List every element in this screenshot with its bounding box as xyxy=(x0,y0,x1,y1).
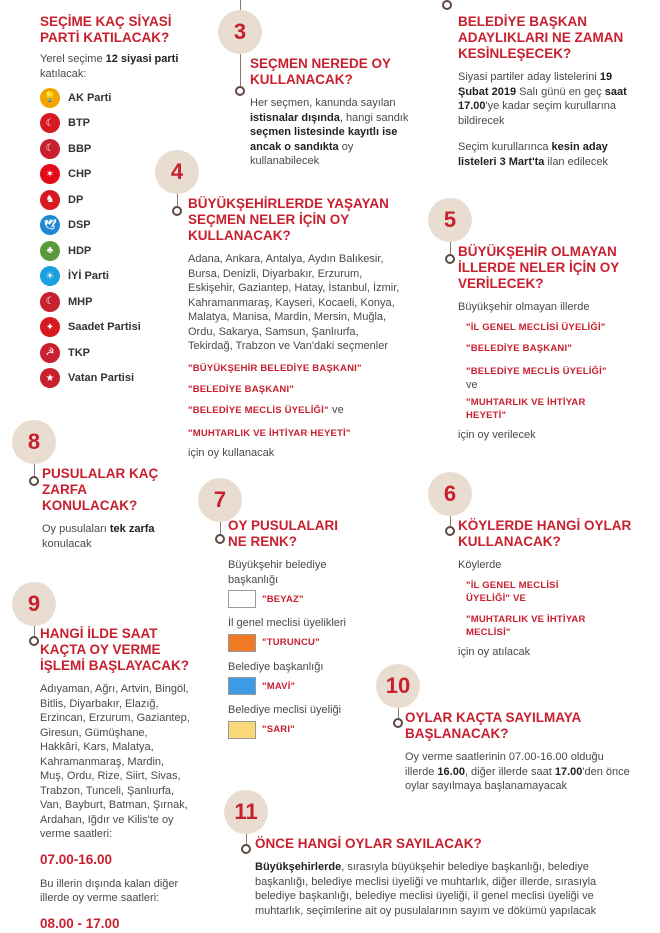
ballot-color-row xyxy=(228,721,378,739)
ballot-type-label: Belediye başkanlığı xyxy=(228,660,324,673)
pin-dot xyxy=(29,636,39,646)
parties-title: SEÇİME KAÇ SİYASİ PARTİ KATILACAK? xyxy=(40,14,172,45)
ballot-color-name: "TURUNCU" xyxy=(262,637,320,648)
party-name: MHP xyxy=(68,295,93,308)
party-name: Vatan Partisi xyxy=(68,372,135,385)
pin-dot xyxy=(172,206,182,216)
section-voting-hours xyxy=(40,626,190,931)
party-row xyxy=(40,111,190,137)
vatan-logo-icon: ★ xyxy=(40,368,60,388)
pin-dot xyxy=(235,86,245,96)
villages-item-2: "MUHTARLIK VE İHTİYAR MECLİSİ" xyxy=(466,613,586,638)
section-metropolitan xyxy=(188,196,403,460)
metropolitan-title: BÜYÜKŞEHİRLERDE YAŞAYAN SEÇMEN NELER İÇİN OY KULLANACAK? xyxy=(188,196,389,243)
party-name: İYİ Parti xyxy=(68,270,109,283)
ballot-color-name: "SARI" xyxy=(262,724,295,735)
section-ballot-colors xyxy=(228,518,378,747)
party-name: CHP xyxy=(68,168,92,181)
ballot-color-name: "MAVİ" xyxy=(262,680,296,692)
ballot-color-name: "BEYAZ" xyxy=(262,593,304,605)
section-number-6: 6 xyxy=(428,472,472,516)
section-number-7: 7 xyxy=(198,478,242,522)
party-name: DP xyxy=(68,193,84,206)
voting-hours-time-2: 08.00 - 17.00 xyxy=(40,915,120,931)
party-row xyxy=(40,85,190,111)
metropolitan-end: için oy kullanacak xyxy=(188,446,275,459)
color-swatch xyxy=(228,677,256,695)
color-swatch xyxy=(228,590,256,608)
tree-icon: ♣ xyxy=(40,241,60,261)
party-row xyxy=(40,213,190,239)
party-row xyxy=(40,366,190,392)
party-name: HDP xyxy=(68,244,92,257)
ballot-type-label: İl genel meclisi üyelikleri xyxy=(228,617,346,629)
section-count-order xyxy=(255,836,635,918)
section-villages xyxy=(458,518,638,659)
three-crescents-icon: ☾ xyxy=(40,292,60,312)
candidacy-text-2: Seçim kurullarınca kesin aday listeleri 3 Mart'ta ilan edilecek xyxy=(458,141,608,168)
pin-dot xyxy=(442,0,452,10)
section-counting-time xyxy=(405,710,635,794)
pin-dot xyxy=(29,476,39,486)
section-where-vote xyxy=(250,56,420,169)
non-metropolitan-ve: ve xyxy=(466,378,478,391)
non-metropolitan-end: için oy verilecek xyxy=(458,429,536,441)
counting-time-text: Oy verme saatlerinin 07.00-16.00 olduğu illerde 16.00, diğer illerde saat 17.00'den önce oylar sayılmaya başlanamayacak xyxy=(405,751,630,792)
pin-dot xyxy=(445,526,455,536)
voting-hours-title: HANGİ İLDE SAAT KAÇTA OY VERME İŞLEMİ BAŞLAYACAK? xyxy=(40,626,190,673)
party-row xyxy=(40,340,190,366)
pin-dot xyxy=(445,254,455,264)
pin-dot xyxy=(241,844,251,854)
ballot-type-label: Büyükşehir belediye başkanlığı xyxy=(228,559,327,586)
non-metropolitan-item-1: "İL GENEL MECLİSİ ÜYELİĞİ" xyxy=(466,321,606,333)
metropolitan-item-3: "BELEDİYE MECLİS ÜYELİĞİ" ve xyxy=(188,403,344,416)
non-metropolitan-item-3: "BELEDİYE MECLİS ÜYELİĞİ" xyxy=(466,365,607,377)
ballot-colors-title: OY PUSULALARI NE RENK? xyxy=(228,518,339,549)
metropolitan-item-2: "BELEDİYE BAŞKANI" xyxy=(188,383,295,395)
parties-intro: Yerel seçime 12 siyasi parti katılacak: xyxy=(40,53,179,80)
six-arrows-icon: ✶ xyxy=(40,164,60,184)
where-vote-title: SEÇMEN NEREDE OY KULLANACAK? xyxy=(250,56,391,87)
party-row xyxy=(40,289,190,315)
counting-time-title: OYLAR KAÇTA SAYILMAYA BAŞLANACAK? xyxy=(405,710,581,741)
villages-title: KÖYLERDE HANGİ OYLAR KULLANACAK? xyxy=(458,518,632,549)
color-swatch xyxy=(228,634,256,652)
party-name: BTP xyxy=(68,117,90,130)
section-number-10: 10 xyxy=(376,664,420,708)
party-row xyxy=(40,315,190,341)
villages-intro: Köylerde xyxy=(458,559,502,571)
pin-line xyxy=(240,54,241,88)
section-number-4: 4 xyxy=(155,150,199,194)
ballot-color-list xyxy=(228,558,378,739)
party-name: Saadet Partisi xyxy=(68,321,141,334)
party-name: DSP xyxy=(68,219,91,232)
villages-item-1: "İL GENEL MECLİSİ ÜYELİĞİ" VE xyxy=(466,579,559,604)
party-list xyxy=(40,85,190,391)
ballot-color-row xyxy=(228,677,378,695)
candidacy-text-1: Siyasi partiler aday listelerini 19 Şubat 2019 Salı günü en geç saat 17.00'ye kadar seçim kurullarına bildirecek xyxy=(458,71,627,127)
party-name: BBP xyxy=(68,142,92,155)
count-order-title: ÖNCE HANGİ OYLAR SAYILACAK? xyxy=(255,836,482,851)
villages-end: için oy atılacak xyxy=(458,645,531,658)
horse-icon: ♞ xyxy=(40,190,60,210)
party-name: TKP xyxy=(68,346,90,359)
color-swatch xyxy=(228,721,256,739)
candidacy-title: BELEDİYE BAŞKAN ADAYLIKLARI NE ZAMAN KESİNLEŞECEK? xyxy=(458,14,624,61)
party-name: AK Parti xyxy=(68,91,112,104)
section-candidacy xyxy=(458,14,638,169)
voting-hours-time-1: 07.00-16.00 xyxy=(40,851,113,867)
section-number-8: 8 xyxy=(12,420,56,464)
hammer-sickle-icon: ☭ xyxy=(40,343,60,363)
section-non-metropolitan xyxy=(458,244,638,443)
non-metropolitan-item-2: "BELEDİYE BAŞKANI" xyxy=(466,342,573,354)
saadet-logo-icon: ✦ xyxy=(40,317,60,337)
section-number-9: 9 xyxy=(12,582,56,626)
pin-dot xyxy=(215,534,225,544)
section-number-5: 5 xyxy=(428,198,472,242)
pin-dot xyxy=(393,718,403,728)
bbp-logo-icon: ☾ xyxy=(40,139,60,159)
where-vote-text: Her seçmen, kanunda sayılan istisnalar dışında, hangi sandık seçmen listesinde kayıtlı ise ancak o sandıkta oy kullanabilecek xyxy=(250,97,409,167)
metropolitan-item-4: "MUHTARLIK VE İHTİYAR HEYETİ" xyxy=(188,427,351,439)
voting-hours-cities: Adıyaman, Ağrı, Artvin, Bingöl, Bitlis, Diyarbakır, Elazığ, Erzincan, Erzurum, Gaziantep, Giresun, Gümüşhane, Hakkâri, Kars, Malatya, Kahramanmaraş, Mardin, Muş, Ordu, Rize, Siirt, Sivas, Trabzon, Tunceli, Şanlıurfa, Van, Bayburt, Batman, Şırnak, Ardahan, Iğdır ve Kilis'te oy verme saatleri: xyxy=(40,683,190,840)
non-metropolitan-item-4: "MUHTARLIK VE İHTİYAR HEYETİ" xyxy=(466,397,586,421)
party-row xyxy=(40,264,190,290)
btp-logo-icon: ☾ xyxy=(40,113,60,133)
metropolitan-cities: Adana, Ankara, Antalya, Aydın Balıkesir, Bursa, Denizli, Diyarbakır, Erzurum, Eskişehir, Gaziantep, Hatay, İstanbul, İzmir, Kahramanmaraş, Kayseri, Kocaeli, Konya, Malatya, Manisa, Mardin, Mersin, Muğla, Ordu, Sakarya, Samsun, Şanlıurfa, Tekirdağ, Trabzon ve Van'daki seçmenler xyxy=(188,253,400,352)
party-row xyxy=(40,238,190,264)
envelope-text: Oy pusulaları tek zarfa konulacak xyxy=(42,523,155,550)
metropolitan-item-1: "BÜYÜKŞEHİR BELEDİYE BAŞKANI" xyxy=(188,362,362,374)
section-number-11: 11 xyxy=(224,790,268,834)
non-metropolitan-title: BÜYÜKŞEHİR OLMAYAN İLLERDE NELER İÇİN OY VERİLECEK? xyxy=(458,244,620,291)
dove-icon: 🕊 xyxy=(40,215,60,235)
ballot-color-row xyxy=(228,590,378,608)
sun-icon: ☀ xyxy=(40,266,60,286)
lamp-icon: 💡 xyxy=(40,88,60,108)
section-number-3: 3 xyxy=(218,10,262,54)
non-metropolitan-intro: Büyükşehir olmayan illerde xyxy=(458,301,590,313)
count-order-text: Büyükşehirlerde, sırasıyla büyükşehir belediye başkanlığı, belediye başkanlığı, belediye meclisi üyeliği ve muhtarlık, diğer illerde, sırasıyla belediye başkanlığı, belediye meclisi üyeliği, il genel meclisi üyeliği ve muhtarlık, seçimlerine ait oy pusulalarının sayım ve dökümü yapılacak xyxy=(255,861,597,917)
envelope-title: PUSULALAR KAÇ ZARFA KONULACAK? xyxy=(42,466,159,513)
ballot-color-row xyxy=(228,634,378,652)
voting-hours-other: Bu illerin dışında kalan diğer illerde oy verme saatleri: xyxy=(40,877,179,904)
ballot-type-label: Belediye meclisi üyeliği xyxy=(228,704,342,716)
section-envelope xyxy=(42,466,182,551)
section-parties xyxy=(40,14,190,391)
